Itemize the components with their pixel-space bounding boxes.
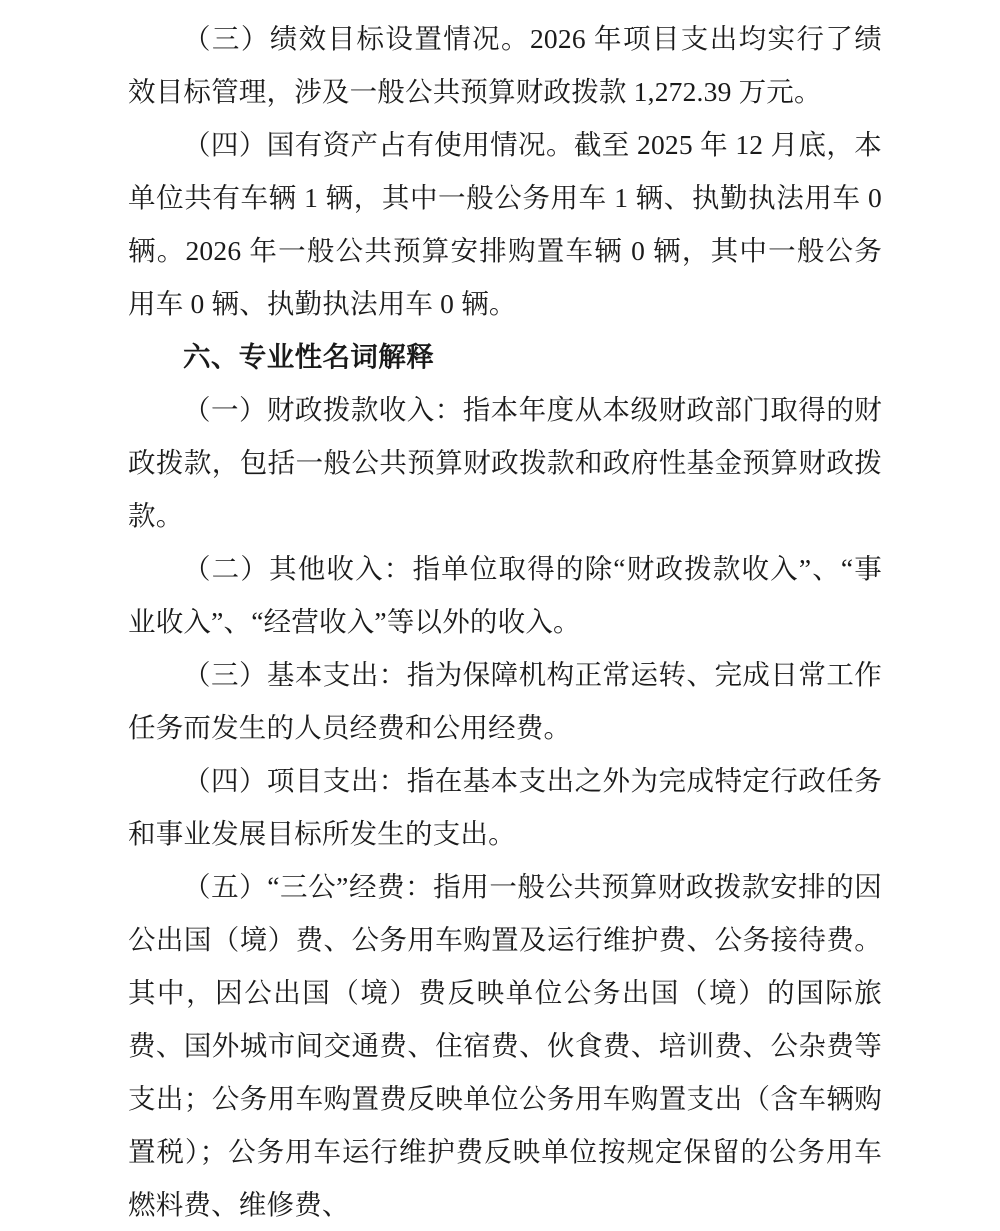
paragraph-term-three-public-funds: （五）“三公”经费：指用一般公共预算财政拨款安排的因公出国（境）费、公务用车购置及运行维护费、公务接待费。其中，因公出国（境）费反映单位公务出国（境）的国际旅费、国外城市间交通费、住宿费、伙食费、培训费、公杂费等支出；公务用车购置费反映单位公务用车购置支出（含车辆购置税）；公务用车运行维护费反映单位按规定保留的公务用车燃料费、维修费、	[128, 871, 882, 1220]
paragraph-term-basic-expenditure: （三）基本支出：指为保障机构正常运转、完成日常工作任务而发生的人员经费和公用经费。	[128, 659, 882, 743]
heading-terminology: 六、专业性名词解释	[183, 341, 435, 372]
paragraph-term-other-income: （二）其他收入：指单位取得的除“财政拨款收入”、“事业收入”、“经营收入”等以外的收入。	[128, 553, 882, 637]
paragraph-state-assets: （四）国有资产占有使用情况。截至 2025 年 12 月底，本单位共有车辆 1 辆，其中一般公务用车 1 辆、执勤执法用车 0 辆。2026 年一般公共预算安排购置车辆 0 辆，其中一般公务用车 0 辆、执勤执法用车 0 辆。	[128, 129, 882, 319]
paragraph-term-project-expenditure: （四）项目支出：指在基本支出之外为完成特定行政任务和事业发展目标所发生的支出。	[128, 765, 882, 849]
paragraph-term-fiscal-appropriation-income: （一）财政拨款收入：指本年度从本级财政部门取得的财政拨款，包括一般公共预算财政拨款和政府性基金预算财政拨款。	[128, 394, 882, 531]
paragraph-performance-goals: （三）绩效目标设置情况。2026 年项目支出均实行了绩效目标管理，涉及一般公共预算财政拨款 1,272.39 万元。	[128, 23, 882, 107]
